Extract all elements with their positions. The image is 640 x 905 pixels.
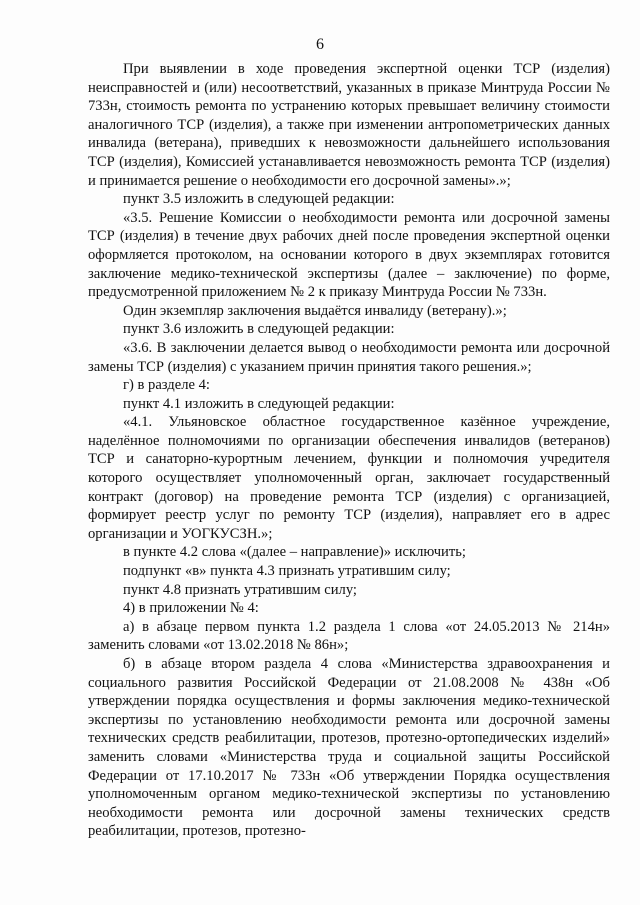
paragraph: г) в разделе 4: — [123, 377, 210, 394]
paragraph: «4.1. Ульяновское областное государственное казённое учреждение, наделённое полномочиями по организации обеспечения инвалидов (ветеранов) ТСР и санаторно-курортным лечением, функции и полномочия учредителя которого осуществляет уполномоченный орган, заключает государственный контракт (договор) на проведение ремонта ТСР (изделия) с организацией, формирует реестр услуг по ремонту ТСР (изделия), направляет его в адрес организации и УОГКУСЗН.»; — [88, 414, 610, 542]
paragraph: пункт 3.6 изложить в следующей редакции: — [123, 321, 395, 338]
paragraph: «3.5. Решение Комиссии о необходимости ремонта или досрочной замены ТСР (изделия) в течение двух рабочих дней после проведения экспертной оценки оформляется протоколом, на основании которого в двух экземплярах готовится заключение медико-технической экспертизы (далее – заключение) по форме, предусмотренной приложением № 2 к приказу Минтруда России № 733н. — [88, 209, 610, 301]
paragraph: При выявлении в ходе проведения экспертной оценки ТСР (изделия) неисправностей и (или) несоответствий, указанных в приказе Минтруда России № 733н, стоимость ремонта по устранению которых превышает величину стоимости аналогичного ТСР (изделия), а также при изменении антропометрических данных инвалида (ветерана), приведших к невозможности дальнейшего использования ТСР (изделия), Комиссией устанавливается невозможность ремонта ТСР (изделия) и принимается решение о необходимости его досрочной замены».»; — [88, 61, 610, 189]
page-number: 6 — [316, 36, 324, 53]
paragraph: пункт 4.1 изложить в следующей редакции: — [123, 395, 395, 412]
paragraph: «3.6. В заключении делается вывод о необходимости ремонта или досрочной замены ТСР (изделия) с указанием причин принятия такого решения.»; — [88, 339, 610, 375]
paragraph: пункт 4.8 признать утратившим силу; — [123, 581, 357, 598]
paragraph: пункт 3.5 изложить в следующей редакции: — [123, 191, 395, 208]
paragraph: Один экземпляр заключения выдаётся инвалиду (ветерану).»; — [123, 302, 507, 319]
document-body — [88, 60, 610, 841]
paragraph: подпункт «в» пункта 4.3 признать утратившим силу; — [123, 563, 451, 580]
paragraph: б) в абзаце втором раздела 4 слова «Министерства здравоохранения и социального развития Российской Федерации от 21.08.2008 № 438н «Об утверждении порядка осуществления и формы заключения медико-технической экспертизы по установлению необходимости ремонта или досрочной замены технических средств реабилитации, протезов, протезно-ортопедических изделий» заменить словами «Министерства труда и социальной защиты Российской Федерации от 17.10.2017 № 733н «Об утверждении Порядка осуществления уполномоченным органом медико-технической экспертизы по установлению необходимости ремонта или досрочной замены технических средств реабилитации, протезов, протезно- — [88, 656, 610, 840]
paragraph: а) в абзаце первом пункта 1.2 раздела 1 слова «от 24.05.2013 № 214н» заменить словами «от 13.02.2018 № 86н»; — [88, 618, 610, 654]
paragraph: 4) в приложении № 4: — [123, 600, 259, 617]
paragraph: в пункте 4.2 слова «(далее – направление)» исключить; — [123, 544, 466, 561]
